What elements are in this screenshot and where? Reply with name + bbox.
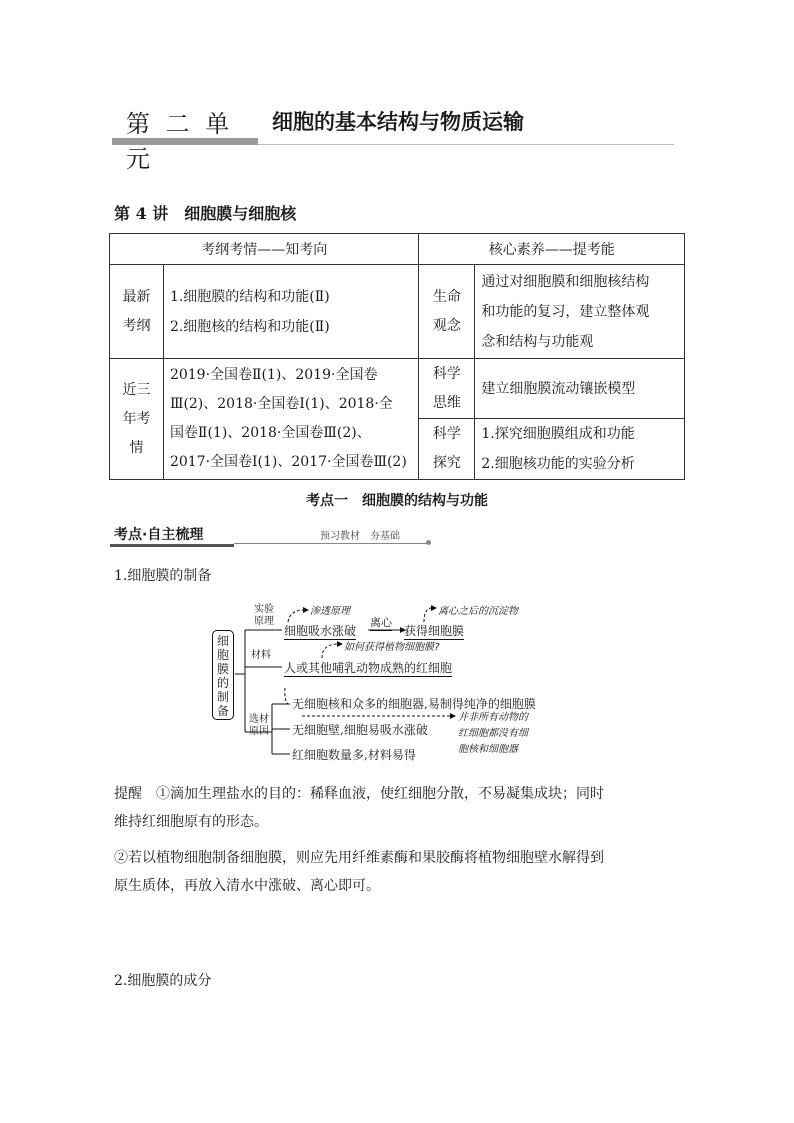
heading-membrane-preparation: 1.细胞膜的制备 [114,568,212,584]
section-banner-dot [426,540,431,545]
knowledge-point-title: 考点一 细胞膜的结构与功能 [306,493,488,509]
preparation-diagram [210,600,590,772]
label-selection-reason: 选材 原因 [249,714,269,737]
section-banner-bar [110,544,234,547]
label-experiment-principle: 实验 原理 [254,604,274,627]
row-label-life: 生命观念 [419,265,475,359]
latest-outline-cell: 1.细胞膜的结构和功能(Ⅱ) 2.细胞核的结构和功能(Ⅱ) [163,265,419,359]
life-concept-cell: 通过对细胞膜和细胞核结构 和功能的复习，建立整体观 念和结构与功能观 [475,265,685,359]
unit-header [112,104,674,173]
reminder-paragraph: 提醒 ①滴加生理盐水的目的：稀释血液，使红细胞分散，不易凝集成块；同时 维持红细胞原有的形态。 ②若以植物细胞制备细胞膜，则应先用纤维素酶和果胶酶将植物细胞壁水解得到 原生质体，再放入清水中涨破、离心即可。 [114,786,604,894]
label-material: 材料 [251,650,271,661]
section-banner [110,522,432,546]
result-text: 获得细胞膜 [404,624,465,638]
requirements-table [109,233,685,480]
unit-title: 细胞的基本结构与物质运输 [272,109,524,134]
reason-2: 无细胞壁,细胞易吸水涨破 [292,723,428,737]
row-label-inquiry: 科学探究 [419,419,475,480]
section-banner-label: 考点·自主梳理 [114,527,204,543]
reason-3: 红细胞数量多,材料易得 [292,748,416,762]
science-inquiry-cell: 1.探究细胞膜组成和功能 2.细胞核功能的实验分析 [475,419,685,480]
science-thinking-cell: 建立细胞膜流动镶嵌模型 [475,359,685,419]
heading-membrane-components: 2.细胞膜的成分 [114,973,212,989]
unit-label: 第 二 单 元 [126,110,234,173]
note-sediment: 离心之后的沉淀物 [438,606,518,617]
unit-label-bar [112,138,258,145]
row-label-recent: 近三年考情 [110,359,164,480]
reason-1: 无细胞核和众多的细胞器,易制得纯净的细胞膜 [292,697,536,711]
centrifuge-label: 离心 [370,616,392,629]
material-text: 人或其他哺乳动物成熟的红细胞 [284,661,453,675]
recent-exams-cell: 2019·全国卷Ⅱ(1)、2019·全国卷 Ⅲ(2)、2018·全国卷Ⅰ(1)、2018·全 国卷Ⅱ(1)、2018·全国卷Ⅲ(2)、 2017·全国卷Ⅰ(1)、2017·全国卷Ⅲ(2) [163,359,419,480]
section-banner-subtitle: 预习教材 夯基础 [320,531,400,542]
lecture-title: 第 4 讲 细胞膜与细胞核 [114,204,297,223]
diagram-root-box: 细胞膜的制备 [212,630,234,720]
note-osmosis: 渗透原理 [310,606,350,617]
row-label-latest: 最新考纲 [110,265,164,359]
unit-divider [258,144,674,145]
row-label-thinking: 科学思维 [419,359,475,419]
principle-text: 细胞吸水涨破 [284,624,357,638]
table-header-left: 考纲考情——知考向 [110,234,419,265]
section-banner-rule [234,543,430,544]
table-header-right: 核心素养——提考能 [419,234,685,265]
note-not-all-animals: 并非所有动物的 红细胞都没有细 胞核和细胞器 [458,712,528,755]
note-plant-question: 如何获得植物细胞膜? [344,642,441,653]
